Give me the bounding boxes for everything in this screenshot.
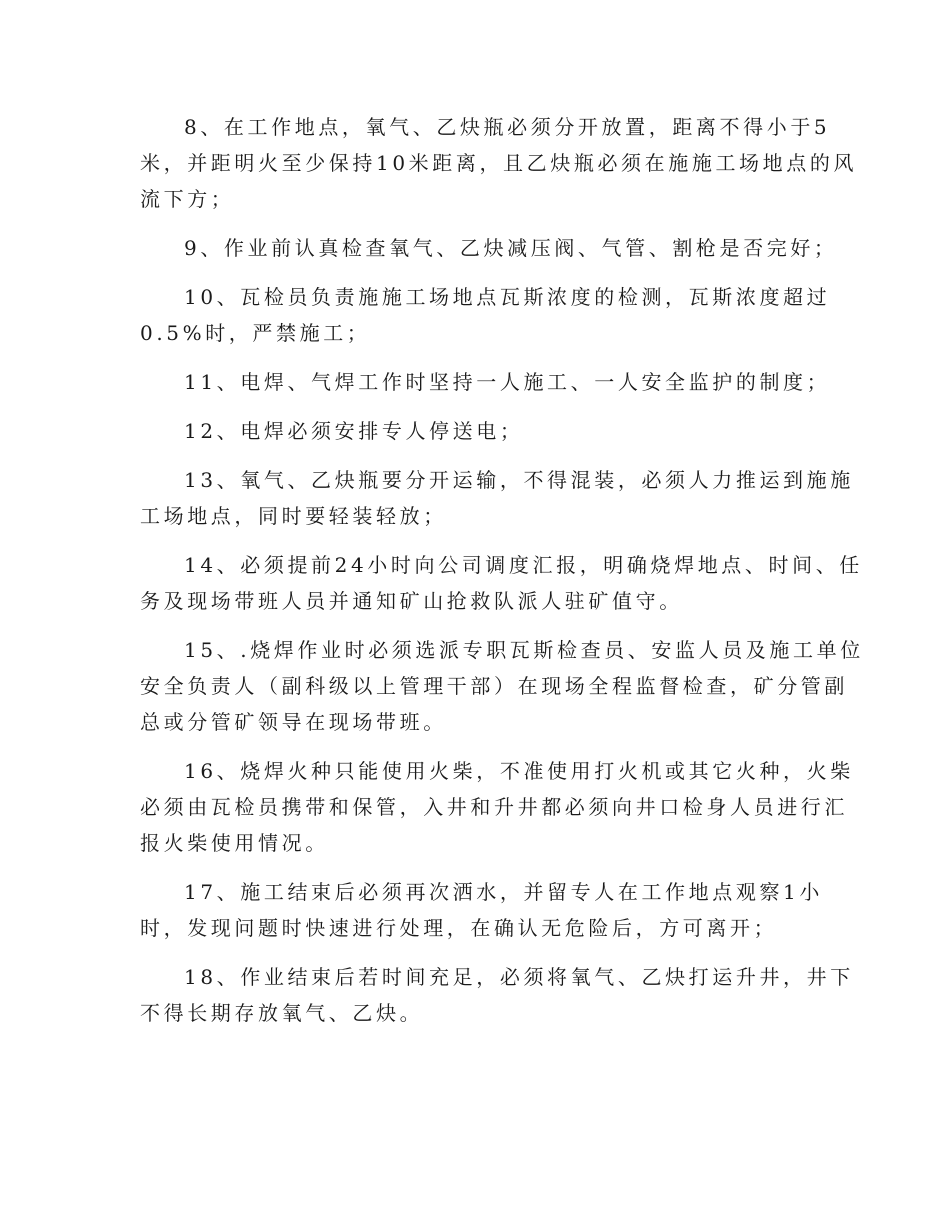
paragraph-line: 时，发现问题时快速进行处理，在确认无危险后，方可离开； [140, 916, 778, 940]
paragraph-item-16 [140, 753, 854, 861]
paragraph-line: 9、作业前认真检查氧气、乙炔减压阀、气管、割枪是否完好； [184, 236, 838, 260]
paragraph-line: 18、作业结束后若时间充足，必须将氧气、乙炔打运升井，井下 [184, 965, 854, 989]
paragraph-line: 流下方； [140, 187, 235, 211]
paragraph-line: 不得长期存放氧气、乙炔。 [140, 1001, 424, 1025]
paragraph-line: 15、.烧焊作业时必须选派专职瓦斯检查员、安监人员及施工单位 [184, 638, 864, 662]
paragraph-line: 8、在工作地点，氧气、乙炔瓶必须分开放置，距离不得小于5 [184, 115, 831, 139]
paragraph-line: 17、施工结束后必须再次洒水，并留专人在工作地点观察1小 [184, 880, 823, 904]
paragraph-line: 10、瓦检员负责施施工场地点瓦斯浓度的检测，瓦斯浓度超过 [184, 285, 831, 309]
paragraph-item-12 [140, 413, 810, 449]
paragraph-line: 米，并距明火至少保持10米距离，且乙炔瓶必须在施施工场地点的风 [140, 151, 858, 175]
paragraph-line: 报火柴使用情况。 [140, 831, 329, 855]
paragraph-line: 16、烧焊火种只能使用火柴，不准使用打火机或其它火种，火柴 [184, 759, 854, 783]
paragraph-line: 必须由瓦检员携带和保管，入井和升井都必须向井口检身人员进行汇 [140, 795, 848, 819]
paragraph-line: 12、电焊必须安排专人停送电； [184, 419, 524, 443]
document-body [140, 109, 864, 1044]
paragraph-line: 13、氧气、乙炔瓶要分开运输，不得混装，必须人力推运到施施 [184, 468, 854, 492]
paragraph-line: 11、电焊、气焊工作时坚持一人施工、一人安全监护的制度； [184, 370, 831, 394]
paragraph-item-9 [140, 230, 838, 266]
paragraph-line: 安全负责人（副科级以上管理干部）在现场全程监督检查，矿分管副 [140, 674, 848, 698]
paragraph-item-13 [140, 462, 854, 534]
paragraph-item-8 [140, 109, 858, 217]
paragraph-item-14 [140, 547, 863, 619]
paragraph-line: 务及现场带班人员并通知矿山抢救队派人驻矿值守。 [140, 589, 683, 613]
paragraph-item-15 [140, 632, 864, 740]
paragraph-line: 总或分管矿领导在现场带班。 [140, 710, 447, 734]
paragraph-item-10 [140, 279, 831, 351]
paragraph-line: 14、必须提前24小时向公司调度汇报，明确烧焊地点、时间、任 [184, 553, 863, 577]
paragraph-line: 0.5%时，严禁施工； [140, 321, 371, 345]
paragraph-item-17 [140, 874, 823, 946]
paragraph-item-18 [140, 959, 854, 1031]
paragraph-line: 工场地点，同时要轻装轻放； [140, 504, 447, 528]
paragraph-item-11 [140, 364, 831, 400]
